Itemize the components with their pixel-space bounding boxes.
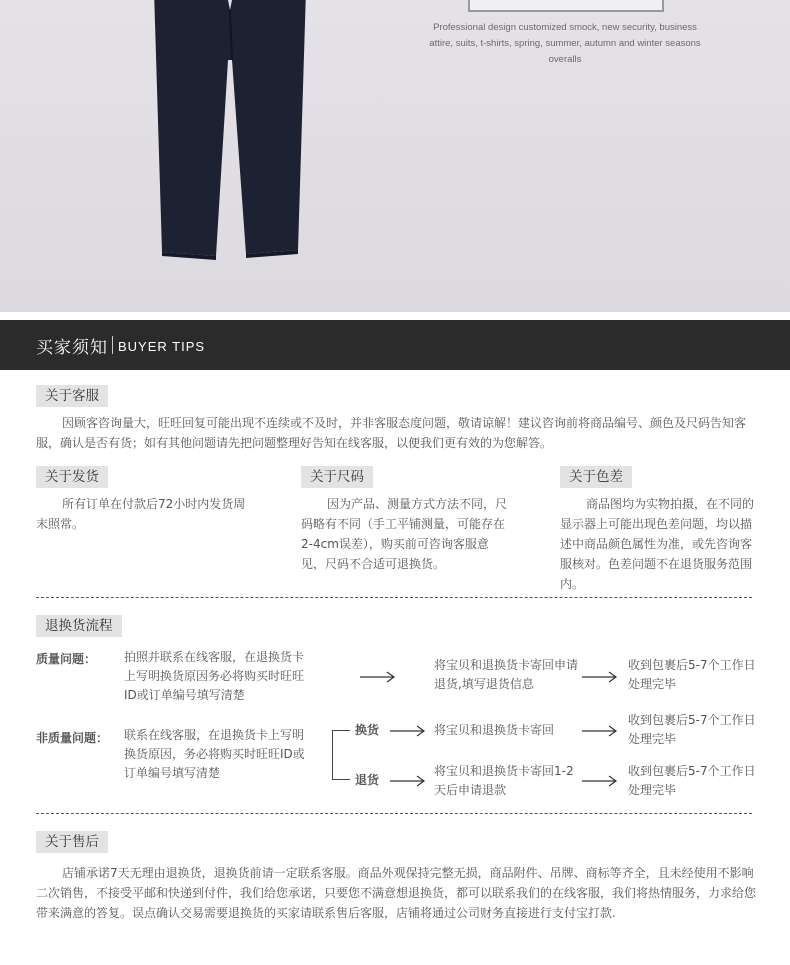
- product-tagline: Professional design customized smock, new security, business attire, suits, t-shirts, spring, summer, autumn and winter seasons overalls: [429, 22, 701, 65]
- refund-result-text: 收到包裹后5-7个工作日处理完毕: [628, 764, 756, 797]
- non-quality-issue-desc: 联系在线客服，在退换货卡上写明换货原因，务必将购买时旺旺ID或订单编号填写清楚: [124, 728, 305, 780]
- returns-label: 退换货流程: [36, 615, 122, 637]
- refund-step-text: 将宝贝和退换货卡寄回1-2天后申请退款: [434, 764, 574, 797]
- size-text: 因为产品、测量方式方法不同，尺码略有不同（手工平铺测量，可能存在2-4cm误差），购买前可咨询客服意见，尺码不合适可退换货。: [301, 497, 508, 571]
- aftersale-label: 关于售后: [36, 831, 108, 853]
- header-title-cn: 买家须知: [36, 337, 108, 358]
- non-quality-issue-title: 非质量问题：: [36, 731, 109, 745]
- arrow-icon: [360, 671, 396, 683]
- quality-result-text: 收到包裹后5-7个工作日处理完毕: [628, 658, 756, 691]
- arrow-icon: [582, 725, 618, 737]
- exchange-label: 换货: [355, 723, 380, 737]
- shipping-text: 所有订单在付款后72小时内发货周末照常。: [36, 497, 246, 531]
- color-text: 商品图均为实物拍摄，在不同的显示器上可能出现色差问题，均以描述中商品颜色属性为准，或先咨询客服核对。色差问题不在退货服务范围内。: [560, 497, 755, 591]
- exchange-step-text: 将宝贝和退换货卡寄回: [434, 723, 555, 737]
- product-photo: [0, 0, 790, 312]
- arrow-icon: [390, 725, 426, 737]
- exchange-result-text: 收到包裹后5-7个工作日处理完毕: [628, 713, 756, 746]
- shipping-label: 关于发货: [36, 466, 108, 488]
- service-label: 关于客服: [36, 385, 108, 407]
- arrow-icon: [582, 775, 618, 787]
- size-label: 关于尺码: [301, 466, 373, 488]
- quality-issue-title: 质量问题：: [36, 652, 97, 666]
- divider: [36, 597, 752, 598]
- service-text: 因顾客咨询量大，旺旺回复可能出现不连续或不及时，并非客服态度问题，敬请谅解！建议咨询前将商品编号、颜色及尺码告知客服，确认是否有货；如有其他问题请先把问题整理好告知在线客服，以便我们更有效的为您解答。: [36, 416, 747, 450]
- refund-label: 退货: [355, 773, 380, 787]
- quality-step-text: 将宝贝和退换货卡寄回申请退货,填写退货信息: [434, 658, 579, 691]
- divider: [36, 813, 752, 814]
- aftersale-text: 店铺承诺7天无理由退换货，退换货前请一定联系客服。商品外观保持完整无损，商品附件、吊牌、商标等齐全，且未经使用不影响二次销售，不接受平邮和快递到付件，我们给您承诺，只要您不满意想退换货，都可以联系我们的在线客服，我们将热情服务，力求给您带来满意的答复。误点确认交易需要退换货的买家请联系售后客服，店铺将通过公司财务直接进行支付宝打款.: [36, 866, 757, 920]
- logo-frame: [468, 0, 664, 12]
- color-label: 关于色差: [560, 466, 632, 488]
- buyer-tips-header: [0, 320, 790, 370]
- flow-bracket: [332, 730, 350, 780]
- header-title-en: BUYER TIPS: [118, 339, 206, 354]
- quality-issue-desc: 拍照并联系在线客服，在退换货卡上写明换货原因务必将购买时旺旺ID或订单编号填写清楚: [124, 650, 305, 702]
- header-divider: [112, 336, 113, 354]
- arrow-icon: [582, 671, 618, 683]
- arrow-icon: [390, 775, 426, 787]
- trousers-image: [150, 0, 310, 270]
